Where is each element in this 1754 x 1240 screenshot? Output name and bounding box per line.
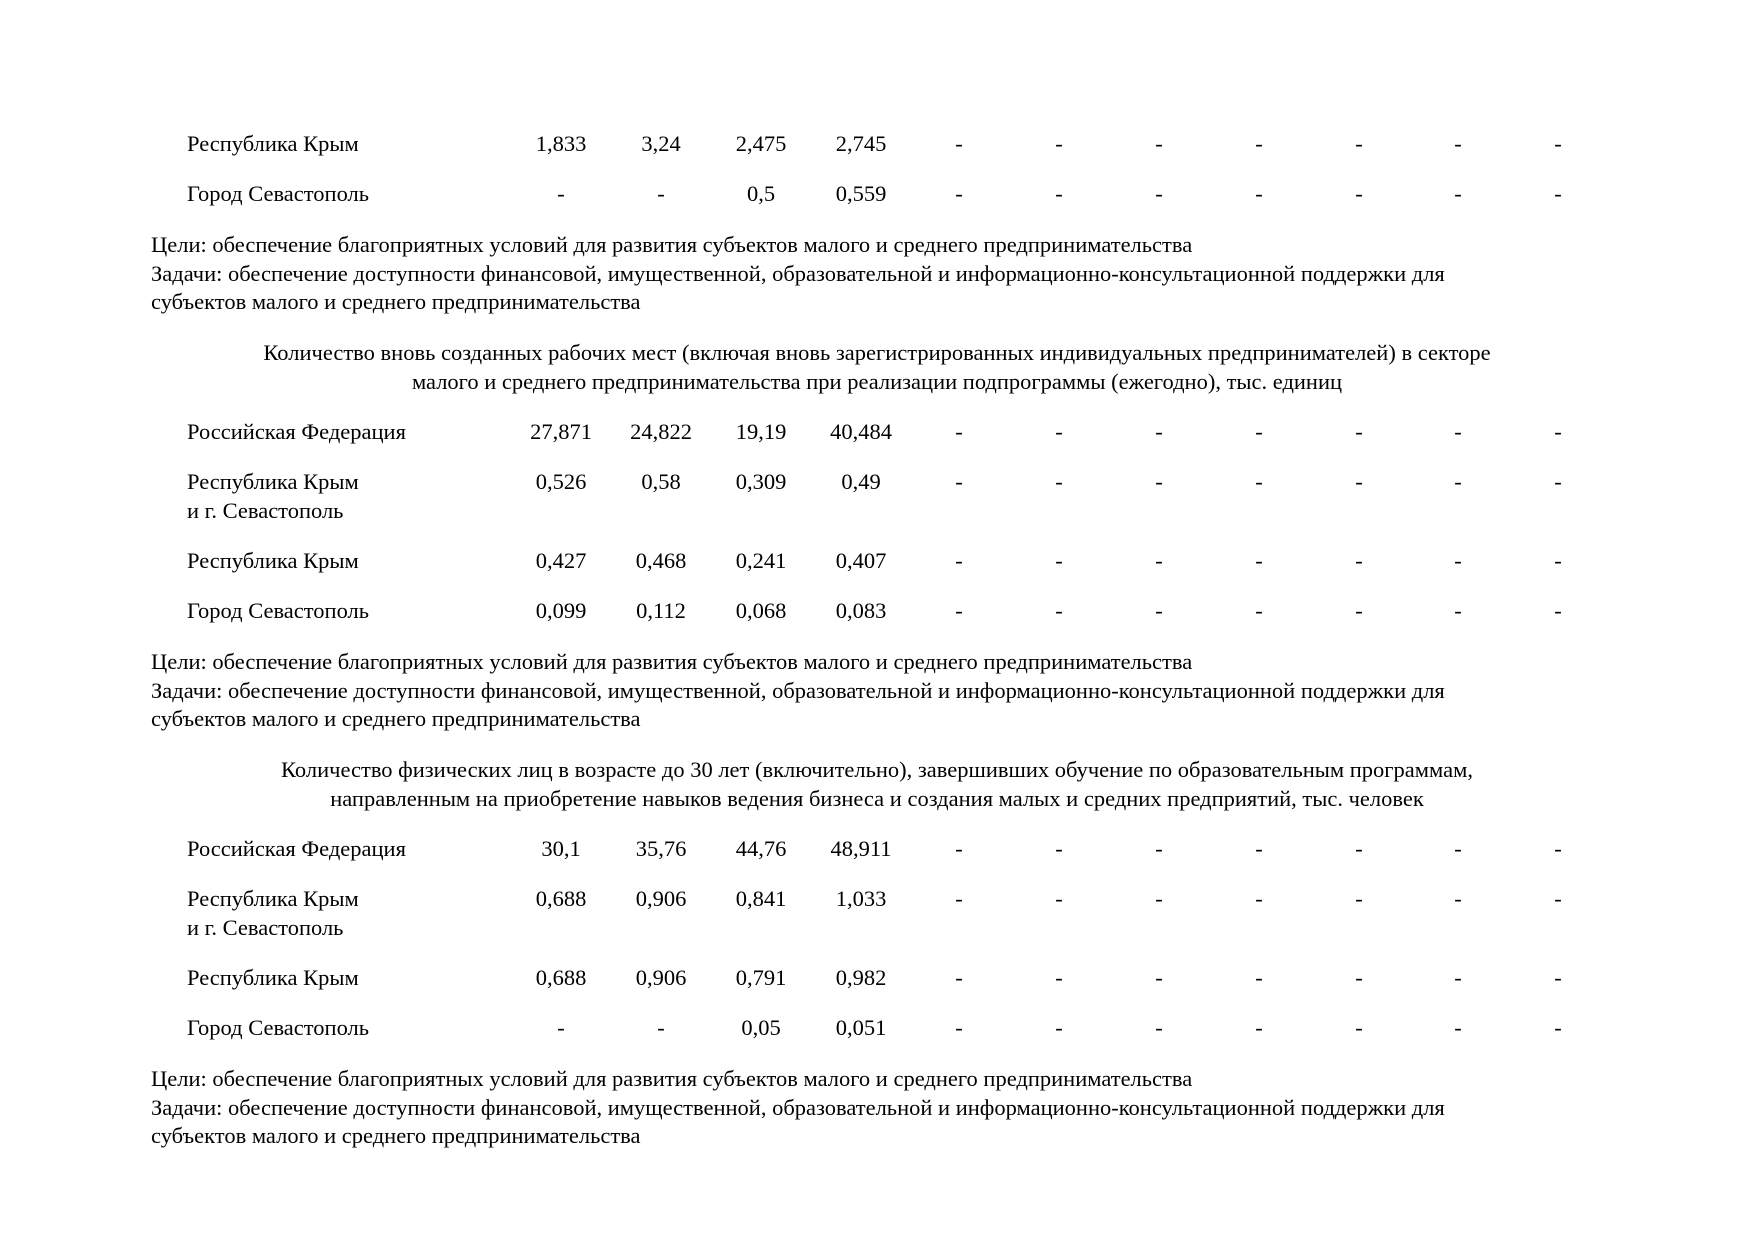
table-cell: 0,241	[735, 548, 787, 573]
table-cell: 0,791	[735, 965, 787, 990]
table-cell: 0,427	[535, 548, 587, 573]
table-cell: -	[1155, 965, 1163, 990]
table-cell: -	[1055, 1015, 1063, 1040]
table-cell: 0,526	[535, 469, 587, 494]
table-cell: -	[1055, 181, 1063, 206]
table-cell: 2,475	[735, 131, 787, 156]
goals-tasks-text: Задачи: обеспечение доступности финансовой, имущественной, образовательной и информационно-консультационной поддержки для	[151, 260, 1445, 286]
table-cell: -	[557, 1015, 565, 1040]
table-cell: 0,906	[635, 886, 687, 911]
table-cell: -	[955, 1015, 963, 1040]
goals-tasks-text: Цели: обеспечение благоприятных условий для развития субъектов малого и среднего предпринимательства	[151, 1066, 1193, 1091]
table-cell: -	[657, 181, 665, 206]
table-cell: -	[1155, 1015, 1163, 1040]
table-cell: -	[1155, 131, 1163, 156]
table-cell: -	[1355, 965, 1363, 990]
table-cell: 0,407	[835, 548, 887, 573]
table-cell: -	[1055, 469, 1063, 494]
table-cell: -	[955, 181, 963, 206]
table-cell: -	[1355, 181, 1363, 206]
table-cell: 48,911	[830, 836, 892, 861]
row-label: Республика Крым	[187, 548, 359, 573]
table-cell: -	[1055, 598, 1063, 623]
table-cell: 44,76	[735, 836, 787, 861]
row-label: Республика Крым	[187, 965, 359, 990]
table-cell: 0,05	[741, 1015, 781, 1040]
table-cell: -	[1055, 548, 1063, 573]
indicator-title: малого и среднего предпринимательства при реализации подпрограммы (ежегодно), тыс. единиц	[411, 368, 1343, 394]
indicator-title: Количество физических лиц в возрасте до 30 лет (включительно), завершивших обучение по образовательным программам,	[281, 757, 1473, 782]
table-cell: -	[1355, 419, 1363, 444]
table-cell: -	[1155, 886, 1163, 911]
table-cell: -	[1355, 836, 1363, 861]
table-cell: 0,58	[641, 469, 681, 494]
table-cell: 1,833	[535, 131, 587, 156]
table-cell: -	[1155, 598, 1163, 623]
table-cell: -	[1554, 598, 1562, 623]
table-cell: -	[1454, 548, 1462, 573]
goals-tasks-text: субъектов малого и среднего предпринимательства	[151, 1123, 641, 1149]
table-cell: -	[1554, 886, 1562, 911]
table-cell: -	[1355, 598, 1363, 623]
table-cell: 30,1	[541, 836, 581, 861]
row-label: Республика Крым	[187, 886, 359, 911]
goals-tasks-text: Цели: обеспечение благоприятных условий для развития субъектов малого и среднего предпринимательства	[151, 649, 1193, 674]
table-cell: -	[1355, 886, 1363, 911]
table-cell: -	[1055, 419, 1063, 444]
table-cell: -	[1255, 131, 1263, 156]
table-cell: 0,083	[835, 598, 887, 623]
table-cell: -	[657, 1015, 665, 1040]
table-cell: -	[1155, 469, 1163, 494]
indicator-title: Количество вновь созданных рабочих мест (включая вновь зарегистрированных индивидуальных предпринимателей) в секторе	[263, 340, 1491, 365]
table-cell: 0,309	[735, 469, 787, 494]
row-label: и г. Севастополь	[187, 915, 344, 940]
table-cell: -	[955, 419, 963, 444]
table-cell: 0,099	[535, 598, 587, 623]
table-cell: 0,688	[535, 965, 587, 990]
table-cell: -	[1155, 836, 1163, 861]
table-cell: -	[1055, 965, 1063, 990]
table-cell: -	[1255, 181, 1263, 206]
row-label: и г. Севастополь	[187, 498, 344, 523]
table-cell: 0,841	[735, 886, 787, 911]
goals-tasks-text: Задачи: обеспечение доступности финансовой, имущественной, образовательной и информационно-консультационной поддержки для	[151, 1094, 1445, 1120]
table-cell: -	[1255, 598, 1263, 623]
table-cell: 3,24	[641, 131, 681, 156]
table-cell: -	[955, 836, 963, 861]
table-cell: -	[1554, 181, 1562, 206]
table-cell: -	[1255, 965, 1263, 990]
table-cell: -	[1454, 419, 1462, 444]
table-cell: 35,76	[635, 836, 687, 861]
table-cell: 24,822	[630, 419, 692, 444]
goals-tasks-text: субъектов малого и среднего предпринимательства	[151, 289, 641, 315]
indicator-title: направленным на приобретение навыков ведения бизнеса и создания малых и средних предприятий, тыс. человек	[330, 785, 1424, 811]
table-cell: -	[1554, 419, 1562, 444]
row-label: Российская Федерация	[187, 419, 406, 444]
table-cell: -	[955, 598, 963, 623]
table-cell: 40,484	[830, 419, 892, 444]
table-cell: -	[1454, 181, 1462, 206]
table-cell: 0,906	[635, 965, 687, 990]
table-cell: -	[1055, 886, 1063, 911]
table-cell: 0,688	[535, 886, 587, 911]
table-cell: -	[1554, 836, 1562, 861]
table-cell: -	[1255, 548, 1263, 573]
table-cell: 0,051	[835, 1015, 887, 1040]
table-cell: -	[1255, 836, 1263, 861]
table-cell: 0,468	[635, 548, 687, 573]
table-cell: -	[1554, 1015, 1562, 1040]
table-cell: 0,982	[835, 965, 887, 990]
table-cell: 19,19	[735, 419, 787, 444]
goals-tasks-text: субъектов малого и среднего предпринимательства	[151, 706, 641, 732]
table-cell: -	[1554, 469, 1562, 494]
table-cell: -	[1255, 469, 1263, 494]
table-cell: -	[1554, 965, 1562, 990]
table-cell: -	[1155, 419, 1163, 444]
table-cell: -	[1554, 548, 1562, 573]
table-cell: -	[1155, 548, 1163, 573]
table-cell: -	[1454, 131, 1462, 156]
row-label: Российская Федерация	[187, 836, 406, 861]
goals-tasks-text: Задачи: обеспечение доступности финансовой, имущественной, образовательной и информационно-консультационной поддержки для	[151, 677, 1445, 703]
row-label: Город Севастополь	[187, 1015, 370, 1040]
table-cell: -	[955, 469, 963, 494]
table-cell: -	[1055, 836, 1063, 861]
row-label: Город Севастополь	[187, 598, 370, 623]
row-label: Город Севастополь	[187, 181, 370, 206]
table-cell: -	[1454, 469, 1462, 494]
table-cell: -	[557, 181, 565, 206]
table-cell: -	[1255, 419, 1263, 444]
table-cell: -	[1355, 548, 1363, 573]
table-cell: 0,112	[636, 598, 686, 623]
table-cell: -	[955, 965, 963, 990]
table-cell: -	[1454, 886, 1462, 911]
table-cell: -	[1055, 131, 1063, 156]
table-cell: -	[1355, 1015, 1363, 1040]
table-cell: 0,49	[841, 469, 881, 494]
table-cell: -	[1454, 1015, 1462, 1040]
table-cell: -	[955, 886, 963, 911]
table-cell: 27,871	[530, 419, 592, 444]
table-cell: -	[1255, 886, 1263, 911]
table-cell: -	[955, 548, 963, 573]
table-cell: 1,033	[835, 886, 887, 911]
table-cell: -	[1355, 131, 1363, 156]
table-cell: -	[1454, 965, 1462, 990]
table-cell: -	[955, 131, 963, 156]
table-cell: 0,559	[835, 181, 887, 206]
table-cell: 2,745	[835, 131, 887, 156]
row-label: Республика Крым	[187, 469, 359, 494]
table-cell: -	[1554, 131, 1562, 156]
table-cell: -	[1454, 836, 1462, 861]
table-cell: 0,068	[735, 598, 787, 623]
table-cell: -	[1355, 469, 1363, 494]
table-cell: -	[1155, 181, 1163, 206]
goals-tasks-text: Цели: обеспечение благоприятных условий для развития субъектов малого и среднего предпринимательства	[151, 232, 1193, 257]
table-cell: -	[1454, 598, 1462, 623]
table-cell: 0,5	[746, 181, 776, 206]
row-label: Республика Крым	[187, 131, 359, 156]
table-cell: -	[1255, 1015, 1263, 1040]
